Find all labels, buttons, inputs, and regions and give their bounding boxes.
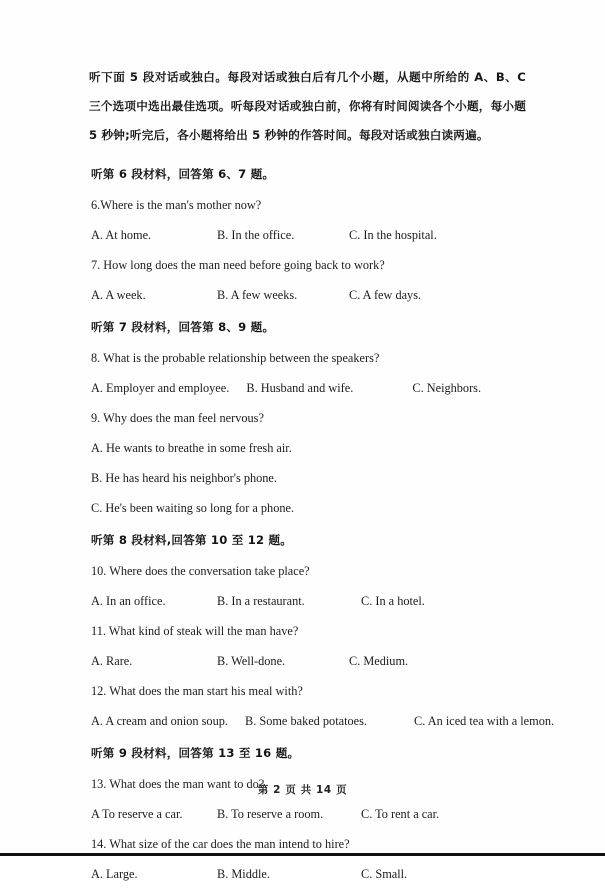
option-6-a[interactable]: A. At home. xyxy=(91,228,152,242)
question-stem-8: 8. What is the probable relationship between the speakers? xyxy=(91,351,380,365)
option-12-b[interactable]: B. Some baked potatoes. xyxy=(245,714,367,728)
question-stem-11: 11. What kind of steak will the man have? xyxy=(91,624,299,638)
option-13-c[interactable]: C. To rent a car. xyxy=(361,807,440,821)
section-heading-7: 听第 7 段材料，回答第 8、9 题。 xyxy=(91,320,275,334)
option-8-c[interactable]: C. Neighbors. xyxy=(412,381,482,395)
page-content xyxy=(89,63,555,889)
question-stem-14: 14. What size of the car does the man intend to hire? xyxy=(91,837,350,851)
option-11-b[interactable]: B. Well-done. xyxy=(217,654,286,668)
option-8-a[interactable]: A. Employer and employee. xyxy=(91,381,230,395)
section-heading-9: 听第 9 段材料，回答第 13 至 16 题。 xyxy=(91,746,300,760)
option-6-b[interactable]: B. In the office. xyxy=(217,228,295,242)
question-stem-7: 7. How long does the man need before going back to work? xyxy=(91,258,385,272)
question-stem-10: 10. Where does the conversation take place? xyxy=(91,564,310,578)
option-row-12 xyxy=(89,706,555,736)
question-stem-13: 13. What does the man want to do? xyxy=(91,777,265,791)
listening-instructions: 听下面 5 段对话或独白。每段对话或独白后有几个小题，从题中所给的 A、B、C 三个选项中选出最佳选项。听每段对话或独白前，你将有时间阅读各个小题，每小题 5 秒钟;听完后，各小题将给出 5 秒钟的作答时间。每段对话或独白读两遍。 xyxy=(89,70,526,142)
question-stem-9: 9. Why does the man feel nervous? xyxy=(91,411,264,425)
option-14-b[interactable]: B. Middle. xyxy=(217,867,270,881)
option-row-13 xyxy=(89,799,526,829)
page-footer: 第 2 页 共 14 页 xyxy=(257,784,348,796)
option-14-c[interactable]: C. Small. xyxy=(361,867,408,881)
option-13-a[interactable]: A To reserve a car. xyxy=(91,807,183,821)
option-8-b[interactable]: B. Husband and wife. xyxy=(246,381,354,395)
option-10-b[interactable]: B. In a restaurant. xyxy=(217,594,305,608)
option-10-a[interactable]: A. In an office. xyxy=(91,594,166,608)
option-7-c[interactable]: C. A few days. xyxy=(349,288,422,302)
option-13-b[interactable]: B. To reserve a room. xyxy=(217,807,324,821)
option-9-c[interactable]: C. He's been waiting so long for a phone. xyxy=(91,501,295,515)
option-9-b[interactable]: B. He has heard his neighbor's phone. xyxy=(91,471,277,485)
question-stem-12: 12. What does the man start his meal with? xyxy=(91,684,303,698)
option-7-b[interactable]: B. A few weeks. xyxy=(217,288,298,302)
option-6-c[interactable]: C. In the hospital. xyxy=(349,228,437,242)
option-11-c[interactable]: C. Medium. xyxy=(349,654,409,668)
option-12-c[interactable]: C. An iced tea with a lemon. xyxy=(414,714,555,728)
section-heading-8: 听第 8 段材料,回答第 10 至 12 题。 xyxy=(91,533,293,547)
option-row-7 xyxy=(89,280,526,310)
option-row-6 xyxy=(89,220,526,250)
option-14-a[interactable]: A. Large. xyxy=(91,867,138,881)
option-12-a[interactable]: A. A cream and onion soup. xyxy=(91,714,228,728)
option-row-14 xyxy=(89,859,526,889)
question-stem-6: 6.Where is the man's mother now? xyxy=(91,198,262,212)
option-11-a[interactable]: A. Rare. xyxy=(91,654,133,668)
option-10-c[interactable]: C. In a hotel. xyxy=(361,594,425,608)
option-row-8 xyxy=(89,373,526,403)
option-row-11 xyxy=(89,646,526,676)
option-9-a[interactable]: A. He wants to breathe in some fresh air. xyxy=(91,441,292,455)
section-heading-6: 听第 6 段材料，回答第 6、7 题。 xyxy=(91,167,275,181)
option-7-a[interactable]: A. A week. xyxy=(91,288,146,302)
option-row-10 xyxy=(89,586,526,616)
